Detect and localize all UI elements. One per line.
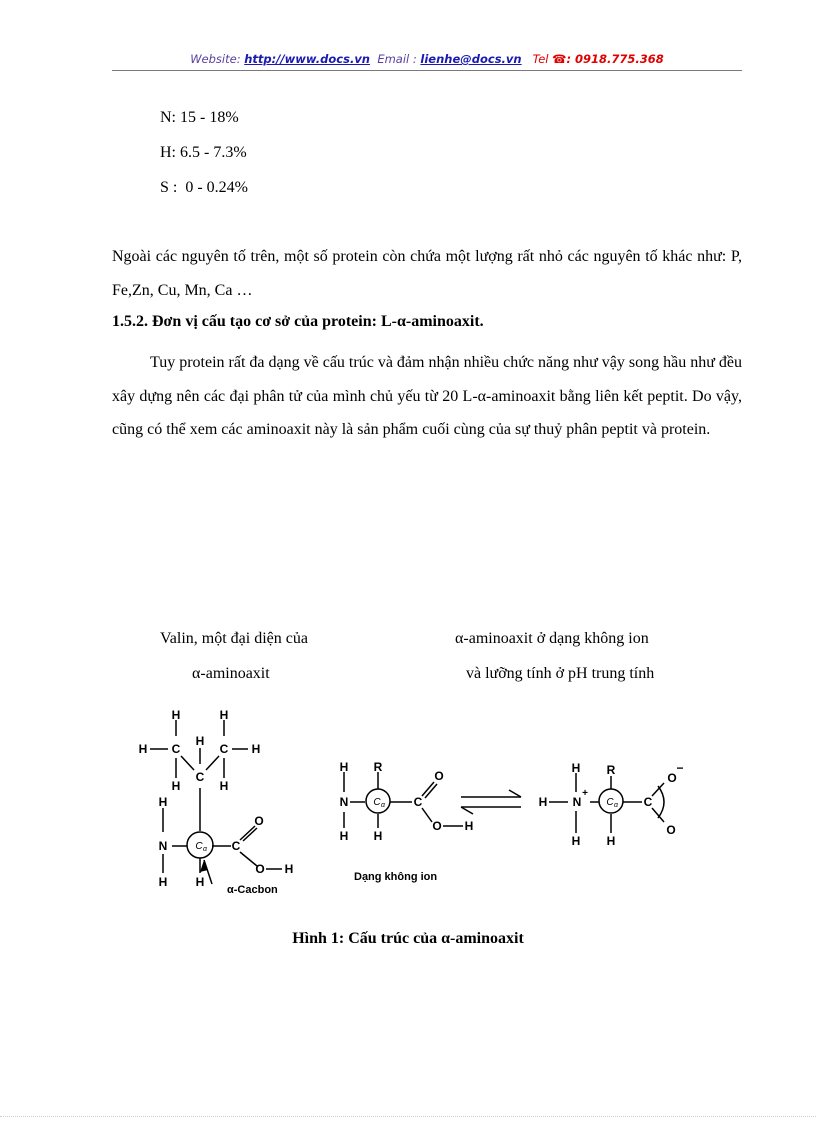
svg-text:H: H xyxy=(339,829,349,843)
page-header xyxy=(112,52,742,66)
svg-text:H: H xyxy=(219,708,229,722)
svg-text:H: H xyxy=(571,834,581,848)
svg-text:H: H xyxy=(171,708,181,722)
caption-valine-line2: α-aminoaxit xyxy=(192,665,270,682)
svg-text:O: O xyxy=(432,819,442,833)
caption-forms-line1: α-aminoaxit ở dạng không ion xyxy=(455,630,649,647)
svg-text:H: H xyxy=(195,875,205,889)
paragraph-amino-acid-units: Tuy protein rất đa dạng về cấu trúc và đảm nhận nhiều chức năng như vậy song hầu như đều xây dựng nên các đại phân tử của mình chủ yếu từ 20 L-α-aminoaxit bằng liên kết peptit. Do vậy, cũng có thể xem các aminoaxit này là sản phẩm cuối cùng của sự thuỷ phân peptit và protein. xyxy=(112,354,742,438)
svg-text:α: α xyxy=(381,802,385,809)
svg-text:H: H xyxy=(571,761,581,775)
svg-text:N: N xyxy=(158,839,168,853)
svg-text:−: − xyxy=(676,761,684,775)
svg-text:O: O xyxy=(667,771,677,785)
non-ion-form-label: Dạng không ion xyxy=(354,871,438,883)
svg-text:H: H xyxy=(464,819,474,833)
caption-valine-line1: Valin, một đại diện của xyxy=(160,630,308,647)
svg-text:O: O xyxy=(254,814,264,828)
svg-text:R: R xyxy=(373,760,383,774)
header-divider xyxy=(112,70,742,71)
svg-text:O: O xyxy=(434,769,444,783)
svg-text:O: O xyxy=(255,862,265,876)
alpha-carbon-label: α-Cacbon xyxy=(227,884,278,896)
svg-text:H: H xyxy=(138,742,148,756)
svg-text:H: H xyxy=(606,834,616,848)
page-bottom-divider xyxy=(0,1116,816,1117)
amino-acid-structure-figure xyxy=(0,700,816,930)
phone-number: ☎: 0918.775.368 xyxy=(552,52,664,66)
svg-text:C: C xyxy=(219,742,229,756)
svg-text:C: C xyxy=(195,841,203,852)
svg-text:C: C xyxy=(606,797,614,808)
svg-text:H: H xyxy=(158,875,168,889)
tel-label: Tel xyxy=(532,52,553,66)
svg-text:H: H xyxy=(219,779,229,793)
svg-text:C: C xyxy=(171,742,181,756)
email-label: Email : xyxy=(377,52,421,66)
composition-hydrogen: H: 6.5 - 7.3% xyxy=(160,144,247,161)
svg-text:α: α xyxy=(614,802,618,809)
section-heading: 1.5.2. Đơn vị cấu tạo cơ sở của protein: L-α-aminoaxit. xyxy=(112,313,484,330)
composition-nitrogen: N: 15 - 18% xyxy=(160,109,239,126)
svg-text:H: H xyxy=(171,779,181,793)
svg-text:N: N xyxy=(339,795,349,809)
svg-text:C: C xyxy=(373,797,381,808)
svg-text:H: H xyxy=(538,795,548,809)
website-label: Website: xyxy=(190,52,245,66)
website-link[interactable]: http://www.docs.vn xyxy=(244,52,370,66)
svg-text:H: H xyxy=(284,862,294,876)
caption-forms-line2: và lưỡng tính ở pH trung tính xyxy=(466,665,655,682)
svg-text:H: H xyxy=(373,829,383,843)
svg-text:H: H xyxy=(339,760,349,774)
svg-text:+: + xyxy=(582,788,588,799)
composition-sulfur: S : 0 - 0.24% xyxy=(160,179,248,196)
svg-text:H: H xyxy=(195,734,205,748)
svg-text:N: N xyxy=(572,795,582,809)
figure-title: Hình 1: Cấu trúc của α-aminoaxit xyxy=(292,930,524,947)
svg-text:C: C xyxy=(231,839,241,853)
svg-text:H: H xyxy=(158,795,168,809)
svg-text:C: C xyxy=(195,770,205,784)
svg-text:C: C xyxy=(643,795,653,809)
email-link[interactable]: lienhe@docs.vn xyxy=(420,52,522,66)
svg-text:O: O xyxy=(666,823,676,837)
paragraph-trace-elements: Ngoài các nguyên tố trên, một số protein còn chứa một lượng rất nhỏ các nguyên tố khác như: P, Fe,Zn, Cu, Mn, Ca … xyxy=(112,248,742,299)
svg-text:R: R xyxy=(606,763,616,777)
svg-text:C: C xyxy=(413,795,423,809)
svg-text:H: H xyxy=(251,742,261,756)
svg-text:α: α xyxy=(203,846,207,853)
